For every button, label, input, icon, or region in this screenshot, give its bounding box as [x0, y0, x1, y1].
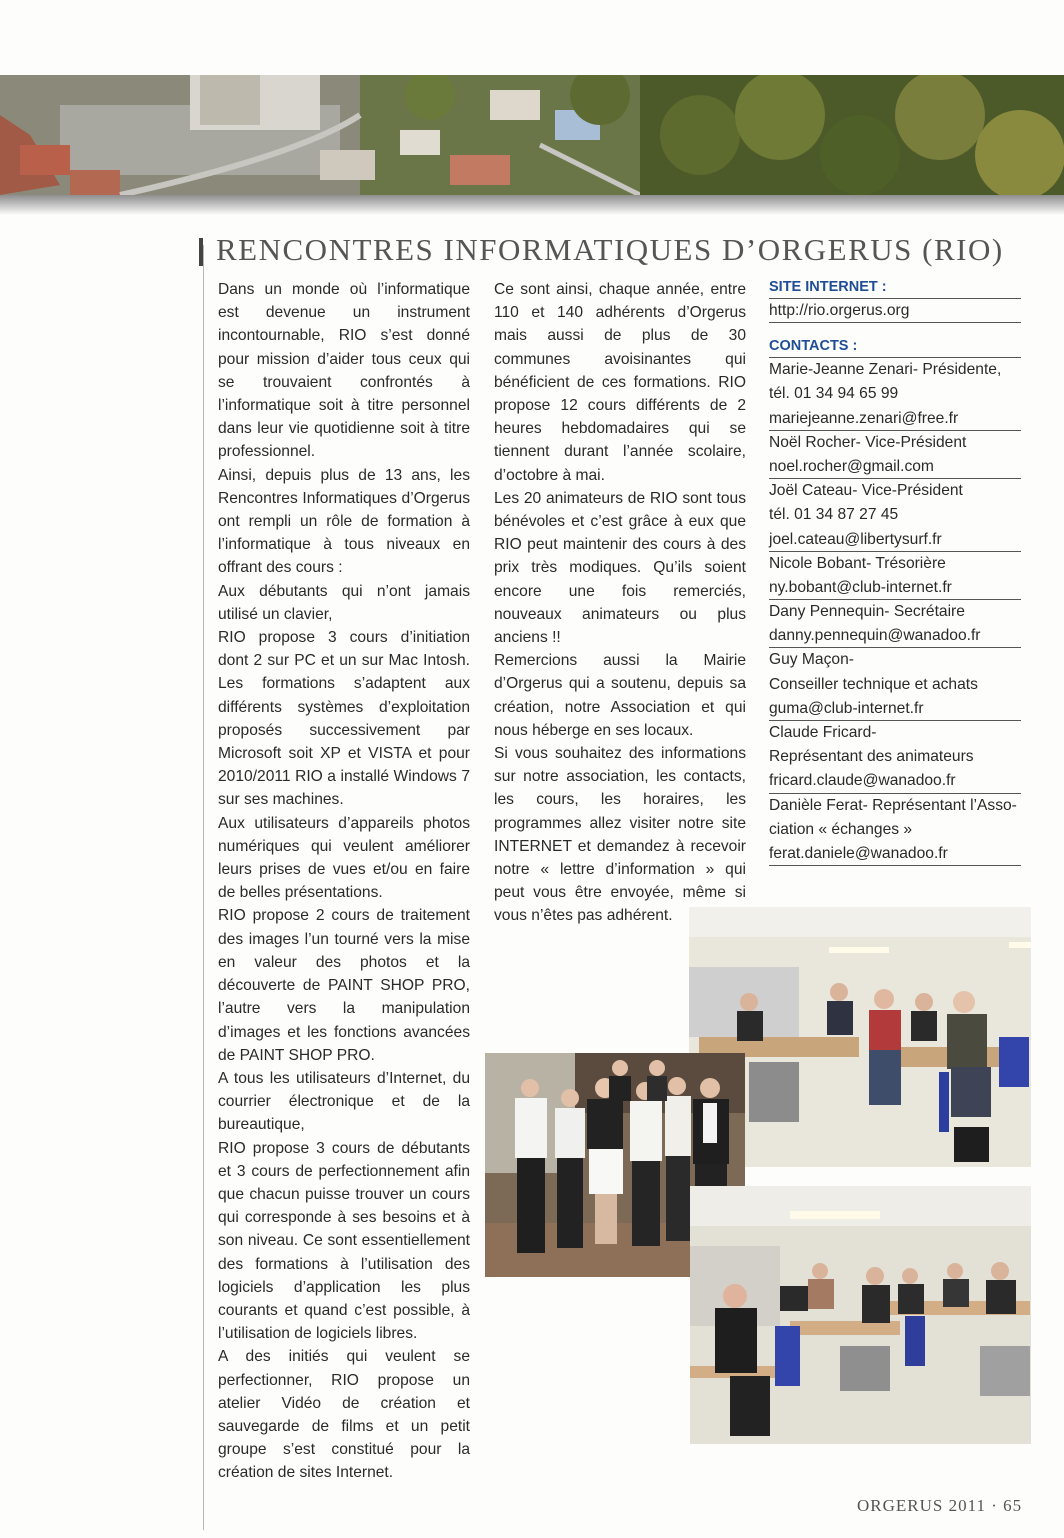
- contact-email-link[interactable]: ferat.daniele@wanadoo.fr: [769, 842, 1021, 866]
- contact-line: Représentant des animateurs: [769, 748, 974, 766]
- article-column-1: [218, 278, 470, 1485]
- spacer: [769, 323, 1021, 335]
- contact-line: ciation « échanges »: [769, 820, 913, 838]
- column1-paragraph: RIO propose 2 cours de traitement des images l’un tourné vers la mise en valeur des photos et la découverte de PAINT SHOP PRO, l’autre vers la manipulation d’images et les fonctions avancées de PAINT SHOP PRO.: [218, 907, 470, 1064]
- contact-email-link[interactable]: ny.bobant@club-internet.fr: [769, 576, 1021, 600]
- contact-email-link[interactable]: danny.pennequin@wanadoo.fr: [769, 624, 1021, 648]
- contact-line: Joël Cateau- Vice-Président: [769, 482, 963, 500]
- column2-paragraph: Remercions aussi la Mairie d’Orgerus qui a soutenu, depuis sa création, notre Association et qui nous héberge en ses locaux.: [494, 652, 746, 739]
- contact-email-link[interactable]: noel.rocher@gmail.com: [769, 455, 1021, 479]
- contact-line: Danièle Ferat- Représentant l’Asso-: [769, 796, 1017, 814]
- contact-line: Claude Fricard-: [769, 724, 877, 741]
- page-title: RENCONTRES INFORMATIQUES D’ORGERUS (RIO): [216, 232, 1004, 267]
- column1-paragraph: RIO propose 3 cours d’initiation dont 2 sur PC et un sur Mac Intosh. Les formations s’adaptent aux différents systèmes d’exploitation proposés successivement par Microsoft soit XP et VISTA et pour 2010/2011 RIO a installé Windows 7 sur ses machines.: [218, 629, 470, 809]
- column1-paragraph: RIO propose 3 cours de débutants et 3 cours de perfectionnement afin que chacun puisse trouver un cours qui corresponde à ses besoins et à son niveau. Ce sont essentiellement des formations à l’utilisation des logiciels d’application les plus courants et quand c’est possible, à l’utilisation de logiciels libres.: [218, 1139, 470, 1343]
- header-aerial-photo: [0, 75, 1064, 195]
- contact-line: tél. 01 34 87 27 45: [769, 506, 899, 524]
- column1-paragraph: Dans un monde où l’informatique est devenue un instrument incontournable, RIO s’est donné pour mission d’aider tous ceux qui se trouvaient confrontés à l’informatique soit à titre personnel dans leur vie quotidienne soit à titre professionnel.: [218, 281, 470, 461]
- contacts-list: [769, 358, 1021, 866]
- contact-line: Noël Rocher- Vice-Président: [769, 433, 967, 451]
- article-column-2: [494, 278, 746, 928]
- page-footer: ORGERUS 2011 · 65: [857, 1496, 1023, 1515]
- contact-line: Marie-Jeanne Zenari- Présidente,: [769, 361, 1002, 379]
- classroom-photo-2: [690, 1186, 1031, 1444]
- banner-shadow: [0, 195, 1064, 215]
- site-url-link[interactable]: http://rio.orgerus.org: [769, 299, 1021, 323]
- column1-paragraph: Aux débutants qui n’ont jamais utilisé un clavier,: [218, 582, 470, 623]
- contact-line: Conseiller technique et achats: [769, 675, 978, 693]
- column-rule: [203, 245, 204, 1530]
- contact-line: Guy Maçon-: [769, 651, 854, 669]
- column1-paragraph: Aux utilisateurs d’appareils photos numériques qui veulent améliorer leurs prises de vues et/ou en faire de belles présentations.: [218, 814, 470, 902]
- contact-column: [769, 276, 1021, 866]
- column1-paragraph: A tous les utilisateurs d’Internet, du courrier électronique et de la bureautique,: [218, 1069, 470, 1134]
- contact-email-link[interactable]: mariejeanne.zenari@free.fr: [769, 407, 1021, 431]
- column1-paragraph: Ainsi, depuis plus de 13 ans, les Rencontres Informatiques d’Orgerus ont rempli un rôle de formation à l’informatique à tous niveaux en offrant des cours :: [218, 466, 470, 577]
- contact-line: Dany Pennequin- Secrétaire: [769, 603, 965, 621]
- contact-line: Nicole Bobant- Trésorière: [769, 554, 946, 572]
- column2-paragraph: Si vous souhaitez des informations sur notre association, les contacts, les cours, les horaires, les programmes allez visiter notre site INTERNET et demandez à recevoir notre « lettre d’information » qui peut vous être envoyée, même si vous n’êtes pas adhérent.: [494, 745, 746, 925]
- column2-paragraph: Les 20 animateurs de RIO sont tous bénévoles et c’est grâce à eux que RIO peut maintenir des cours à des prix très modiques. Qu’ils soient encore une fois remerciés, nouveaux animateurs ou plus anciens !!: [494, 489, 746, 647]
- contact-email-link[interactable]: guma@club-internet.fr: [769, 697, 1021, 721]
- contact-line: tél. 01 34 94 65 99: [769, 385, 899, 403]
- contact-email-link[interactable]: fricard.claude@wanadoo.fr: [769, 769, 1021, 793]
- contact-email-link[interactable]: joel.cateau@libertysurf.fr: [769, 528, 1021, 552]
- column1-paragraph: A des initiés qui veulent se perfectionner, RIO propose un atelier Vidéo de création et sauvegarde de films et un petit groupe s’est constitué pour la création de sites Internet.: [218, 1348, 470, 1482]
- site-heading: SITE INTERNET :: [769, 276, 1021, 299]
- contacts-heading: CONTACTS :: [769, 335, 1021, 358]
- column2-paragraph: Ce sont ainsi, chaque année, entre 110 et 140 adhérents d’Orgerus mais aussi de plus de 30 communes avoisinantes qui bénéficient de ces formations. RIO propose 12 cours différents de 2 heures hebdomadaires qui se tiennent durant l’année scolaire, d’octobre à mai.: [494, 281, 746, 484]
